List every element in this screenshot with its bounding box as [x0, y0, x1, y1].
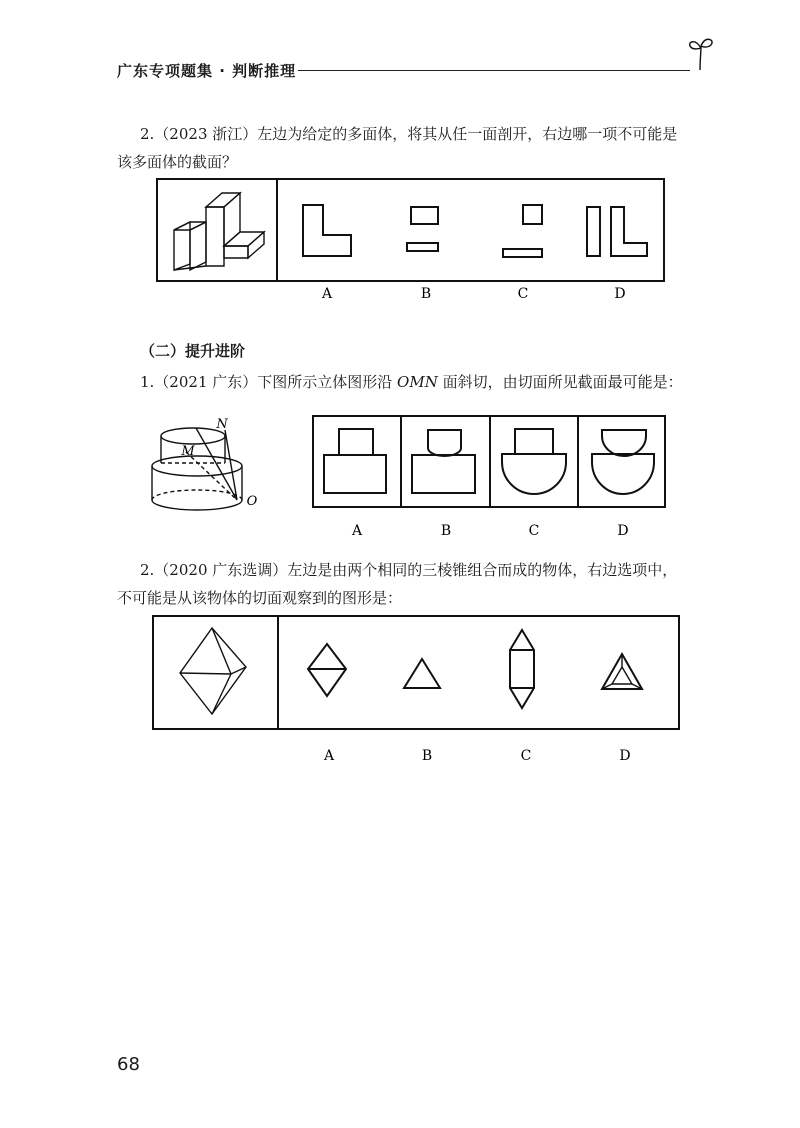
q2-label-c: C: [528, 523, 540, 539]
q3-option-b-triangle: [404, 659, 440, 688]
q1-label-b: B: [420, 286, 432, 302]
q3-frame: [153, 616, 679, 729]
q2-label-b: B: [440, 523, 452, 539]
q2-suffix: 面斜切，由切面所见截面最可能是：: [437, 373, 683, 391]
q3-label-c: C: [520, 748, 532, 764]
q2-point-m: M: [181, 444, 195, 459]
q1-label-d: D: [614, 286, 626, 302]
q1-label-c: C: [517, 286, 529, 302]
section-title: （二）提升进阶: [140, 342, 246, 360]
q3-label-b: B: [421, 748, 433, 764]
q2-prefix: 1.（2021 广东）下图所示立体图形沿: [140, 373, 398, 391]
q1-line2: 该多面体的截面？: [117, 153, 238, 171]
q3-label-d: D: [619, 748, 631, 764]
page-number: 68: [117, 1054, 140, 1075]
q3-option-c-hexagon: [510, 630, 534, 708]
q2-point-o: O: [246, 494, 258, 509]
q2-point-n: N: [216, 417, 228, 432]
q1-line1: 2.（2023 浙江）左边为给定的多面体，将其从任一面剖开，右边哪一项不可能是: [140, 125, 678, 143]
q3-label-a: A: [323, 748, 335, 764]
q2-plane-name: OMN: [397, 373, 438, 391]
q1-label-a: A: [321, 286, 333, 302]
q3-line1: 2.（2020 广东选调）左边是由两个相同的三棱锥组合而成的物体，右边选项中，: [140, 561, 678, 579]
q2-label-d: D: [617, 523, 629, 539]
running-header: 广东专项题集 · 判断推理: [117, 62, 297, 80]
q3-option-d-inner: [612, 667, 632, 684]
q3-double-pyramid: [180, 628, 246, 714]
q2-label-a: A: [351, 523, 363, 539]
q3-line2: 不可能是从该物体的切面观察到的图形是：: [117, 589, 403, 607]
